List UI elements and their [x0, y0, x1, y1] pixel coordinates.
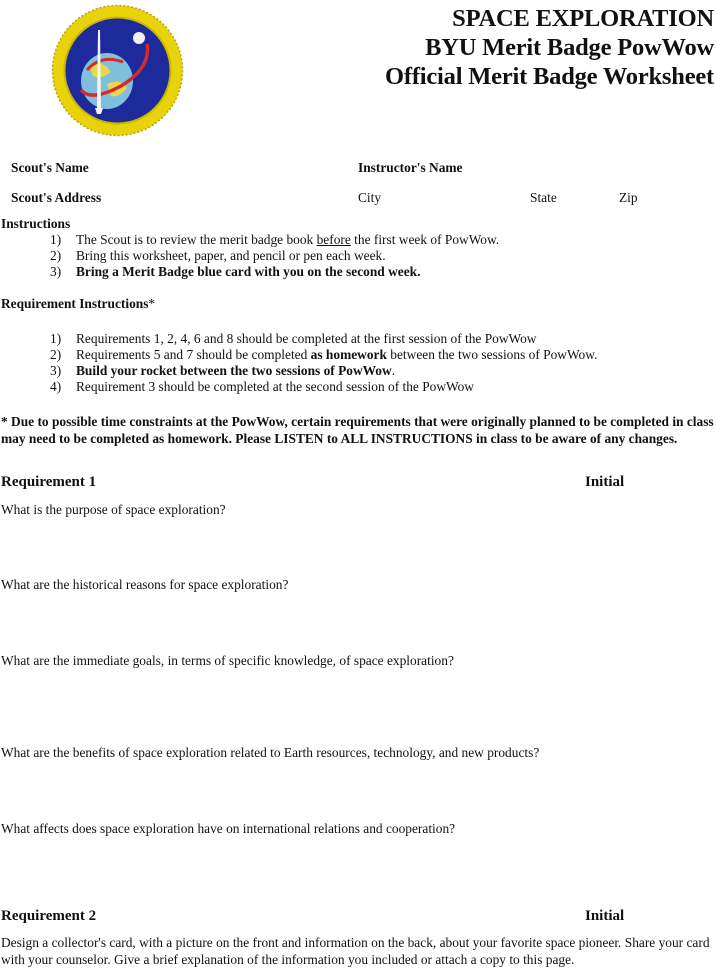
requirement-2-initial: Initial: [585, 908, 625, 924]
merit-badge-icon: [51, 4, 184, 137]
requirement-instruction-item: 1) Requirements 1, 2, 4, 6 and 8 should be completed at the first session of the PowWow: [50, 331, 537, 346]
time-constraint-note: * Due to possible time constraints at the PowWow, certain requirements that were originally planned to be completed in class may need to be completed as homework. Please LISTEN to ALL INSTRUCTIONS in class to be aware of any changes.: [1, 414, 714, 446]
requirement-1-initial: Initial: [585, 474, 625, 490]
page-subtitle-2: Official Merit Badge Worksheet: [385, 63, 714, 90]
page-title: SPACE EXPLORATION: [452, 5, 714, 32]
title-block: [385, 4, 714, 91]
instruction-item: 1) The Scout is to review the merit badge book before the first week of PowWow.: [50, 232, 500, 247]
requirement-instruction-item: 3) Build your rocket between the two sessions of PowWow.: [50, 363, 396, 378]
requirement-instructions-heading: Requirement Instructions*: [1, 296, 156, 311]
scout-address-label: Scout's Address: [11, 190, 102, 205]
requirement-2-text: Design a collector's card, with a picture on the front and information on the back, about your favorite space pioneer. Share your card with your counselor. Give a brief explanation of the information you included or attach a copy to this page.: [1, 935, 710, 967]
instructions-heading: Instructions: [1, 216, 71, 231]
question: What are the benefits of space exploration related to Earth resources, technology, and new products?: [1, 745, 540, 760]
instruction-item: 3) Bring a Merit Badge blue card with you on the second week.: [50, 264, 421, 279]
zip-label: Zip: [619, 190, 638, 205]
requirement-instruction-item: 4) Requirement 3 should be completed at the second session of the PowWow: [50, 379, 474, 394]
city-label: City: [358, 190, 382, 205]
requirement-1-heading: Requirement 1: [1, 474, 97, 490]
instruction-item: 2) Bring this worksheet, paper, and pencil or pen each week.: [50, 248, 386, 263]
instructor-name-label: Instructor's Name: [358, 160, 463, 175]
question: What is the purpose of space exploration?: [1, 502, 226, 517]
requirement-2-heading: Requirement 2: [1, 908, 97, 924]
page-subtitle: BYU Merit Badge PowWow: [425, 34, 714, 61]
state-label: State: [530, 190, 557, 205]
question: What affects does space exploration have on international relations and cooperation?: [1, 821, 456, 836]
question: What are the immediate goals, in terms of specific knowledge, of space exploration?: [1, 653, 454, 668]
requirement-instruction-item: 2) Requirements 5 and 7 should be completed as homework between the two sessions of PowWow.: [50, 347, 598, 362]
question: What are the historical reasons for space exploration?: [1, 577, 289, 592]
scout-name-label: Scout's Name: [11, 160, 89, 175]
